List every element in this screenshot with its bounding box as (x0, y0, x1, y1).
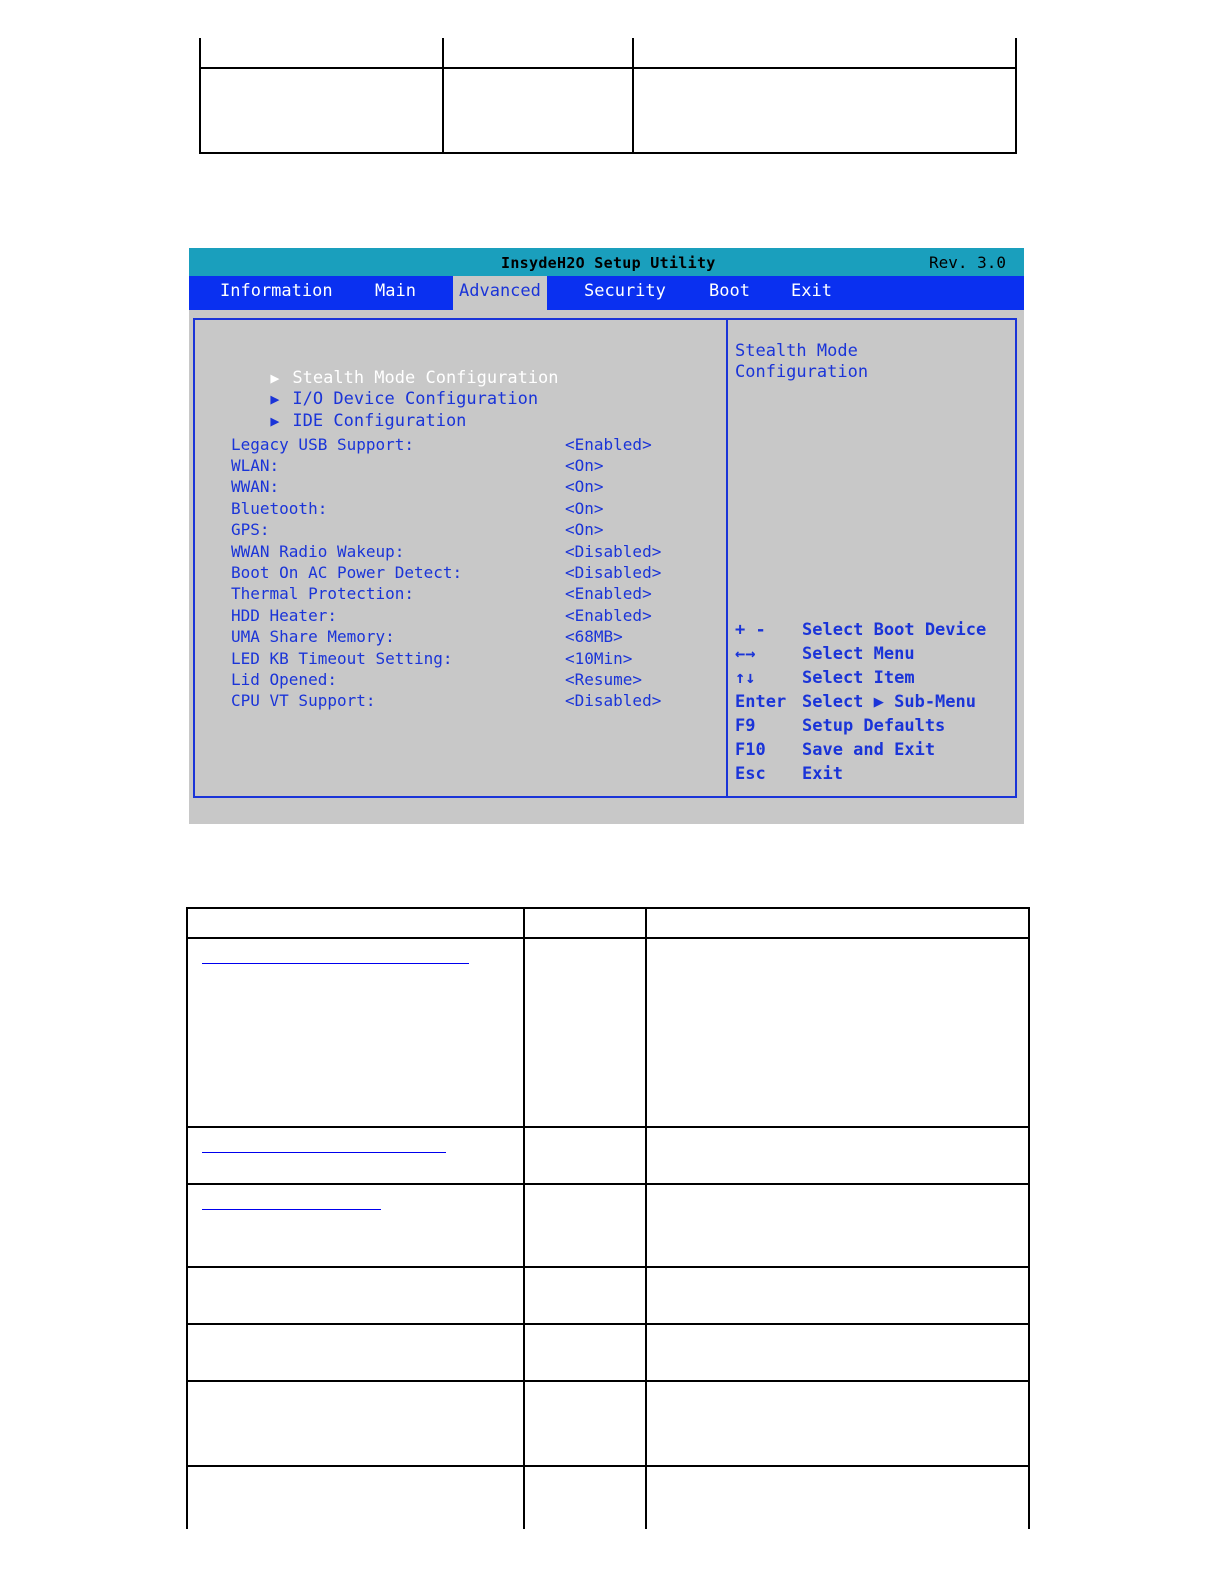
revision-label: Rev. 3.0 (928, 253, 1006, 272)
key-plus-minus: + - (735, 620, 766, 640)
key-left-right: ←→ (735, 644, 756, 664)
setting-value-boot-on-ac[interactable]: <Disabled> (565, 563, 662, 582)
submenu-label: IDE Configuration (292, 411, 467, 431)
submenu-arrow-icon: ▶ (270, 369, 280, 387)
link-underline[interactable] (202, 1209, 381, 1210)
key-desc-save-and-exit: Save and Exit (802, 740, 936, 760)
tab-boot[interactable]: Boot (709, 281, 750, 301)
setting-value-led-kb-timeout[interactable]: <10Min> (565, 649, 633, 668)
key-f9: F9 (735, 716, 756, 736)
setting-label-gps: GPS: (231, 520, 270, 539)
setting-label-legacy-usb: Legacy USB Support: (231, 435, 415, 454)
utility-title: InsydeH2O Setup Utility (501, 254, 716, 272)
tab-exit[interactable]: Exit (791, 281, 832, 301)
bottom-document-table (186, 907, 1030, 1529)
key-desc-exit: Exit (802, 764, 843, 784)
setting-value-uma-share-memory[interactable]: <68MB> (565, 627, 623, 646)
table-row (187, 1267, 524, 1324)
setting-value-lid-opened[interactable]: <Resume> (565, 670, 643, 689)
setting-value-hdd-heater[interactable]: <Enabled> (565, 606, 652, 625)
setting-label-thermal-protection: Thermal Protection: (231, 584, 415, 603)
tab-information[interactable]: Information (220, 281, 333, 301)
key-desc-select-menu: Select Menu (802, 644, 915, 664)
key-f10: F10 (735, 740, 766, 760)
setting-value-legacy-usb[interactable]: <Enabled> (565, 435, 652, 454)
table-row (187, 1184, 524, 1267)
key-enter: Enter (735, 692, 787, 712)
panel-divider (726, 320, 728, 796)
link-underline[interactable] (202, 1152, 446, 1153)
help-text-line-2: Configuration (735, 362, 869, 382)
key-esc: Esc (735, 764, 766, 784)
setting-label-uma-share-memory: UMA Share Memory: (231, 627, 395, 646)
setting-label-wwan-radio-wakeup: WWAN Radio Wakeup: (231, 542, 405, 561)
setting-value-bluetooth[interactable]: <On> (565, 499, 604, 518)
setting-label-wlan: WLAN: (231, 456, 280, 475)
setting-label-hdd-heater: HDD Heater: (231, 606, 337, 625)
setting-value-cpu-vt-support[interactable]: <Disabled> (565, 691, 662, 710)
tab-security[interactable]: Security (584, 281, 666, 301)
key-desc-setup-defaults: Setup Defaults (802, 716, 946, 736)
tab-main[interactable]: Main (375, 281, 416, 301)
table-row (187, 1324, 524, 1381)
content-frame (193, 318, 1017, 798)
menu-bar (189, 276, 1024, 310)
submenu-label: Stealth Mode Configuration (292, 368, 559, 388)
tab-advanced[interactable]: Advanced (453, 276, 547, 310)
key-desc-select-submenu: Select ▶ Sub-Menu (802, 692, 976, 712)
table-row (187, 1127, 524, 1184)
setting-value-wlan[interactable]: <On> (565, 456, 604, 475)
link-underline[interactable] (202, 963, 469, 964)
key-up-down: ↑↓ (735, 668, 756, 688)
submenu-arrow-icon: ▶ (270, 412, 280, 430)
bios-setup-screen (189, 248, 1024, 824)
setting-label-lid-opened: Lid Opened: (231, 670, 337, 689)
setting-label-led-kb-timeout: LED KB Timeout Setting: (231, 649, 453, 668)
setting-label-wwan: WWAN: (231, 477, 280, 496)
setting-value-gps[interactable]: <On> (565, 520, 604, 539)
table-row (187, 1381, 524, 1466)
title-bar (189, 248, 1024, 276)
key-desc-select-boot-device: Select Boot Device (802, 620, 987, 640)
submenu-label: I/O Device Configuration (292, 389, 539, 409)
submenu-arrow-icon: ▶ (270, 390, 280, 408)
table-row (187, 938, 524, 1127)
setting-label-cpu-vt-support: CPU VT Support: (231, 691, 376, 710)
help-text-line-1: Stealth Mode (735, 341, 858, 361)
setting-value-wwan-radio-wakeup[interactable]: <Disabled> (565, 542, 662, 561)
table-row (187, 1466, 524, 1529)
setting-value-wwan[interactable]: <On> (565, 477, 604, 496)
key-desc-select-item: Select Item (802, 668, 915, 688)
setting-value-thermal-protection[interactable]: <Enabled> (565, 584, 652, 603)
setting-label-boot-on-ac: Boot On AC Power Detect: (231, 563, 463, 582)
setting-label-bluetooth: Bluetooth: (231, 499, 328, 518)
top-document-table (199, 38, 1017, 154)
